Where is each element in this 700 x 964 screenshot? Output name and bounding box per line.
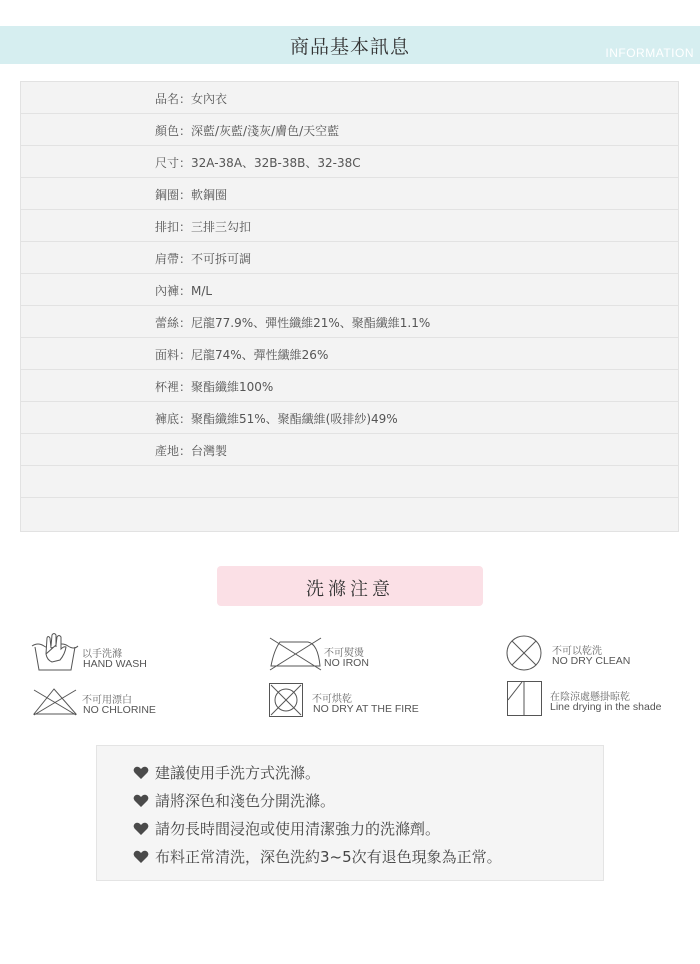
care-item	[30, 684, 210, 720]
note-text: 建議使用手洗方式洗滌。	[155, 764, 321, 782]
care-en-label: NO CHLORINE	[83, 704, 156, 716]
heart-icon	[133, 822, 149, 836]
heart-icon	[133, 766, 149, 780]
care-en-label: HAND WASH	[83, 658, 147, 670]
wash-title-text: 洗滌注意	[306, 579, 394, 600]
wash-notes-box	[96, 745, 604, 881]
care-en-label: NO DRY AT THE FIRE	[313, 703, 419, 715]
heart-icon	[133, 794, 149, 808]
spec-row	[21, 338, 678, 370]
spec-row	[21, 306, 678, 338]
no-iron-icon	[268, 636, 322, 672]
line-dry-shade-icon	[506, 680, 544, 718]
spec-row	[21, 146, 678, 178]
spec-text: 肩帶：不可拆可調	[155, 252, 252, 266]
care-item	[506, 634, 686, 674]
care-item	[506, 680, 696, 718]
spec-row	[21, 370, 678, 402]
care-en-label: NO DRY CLEAN	[552, 655, 631, 667]
spec-text: 鋼圈：軟鋼圈	[155, 188, 228, 202]
no-tumble-dry-icon	[268, 682, 304, 718]
care-cn-label: 不可熨燙	[324, 648, 364, 659]
care-en-label: Line drying in the shade	[550, 701, 662, 713]
note-text: 布料正常清洗，深色洗約3~5次有退色現象為正常。	[155, 848, 502, 866]
care-cn-label: 在陰涼處懸掛晾乾	[550, 692, 630, 703]
spec-row	[21, 466, 678, 498]
spec-row	[21, 274, 678, 306]
note-text: 請將深色和淺色分開洗滌。	[155, 792, 336, 810]
header-banner	[0, 26, 700, 64]
spec-text: 產地：台灣製	[155, 444, 228, 458]
care-cn-label: 不可以乾洗	[552, 646, 602, 657]
care-item	[268, 682, 448, 718]
care-item	[268, 636, 448, 676]
spec-row	[21, 242, 678, 274]
page-subtitle: INFORMATION	[605, 46, 694, 60]
care-item	[30, 632, 210, 674]
spec-text: 蕾絲：尼龍77.9%、彈性纖維21%、聚酯纖維1.1%	[155, 316, 431, 330]
care-en-label: NO IRON	[324, 657, 369, 669]
spec-row	[21, 434, 678, 466]
heart-icon	[133, 850, 149, 864]
no-dry-clean-icon	[506, 634, 544, 672]
spec-row	[21, 114, 678, 146]
care-cn-label: 不可用漂白	[82, 695, 132, 706]
no-chlorine-icon	[30, 684, 80, 718]
care-cn-label: 不可烘乾	[312, 694, 352, 705]
spec-row	[21, 498, 678, 530]
spec-text: 內褲：M/L	[155, 284, 213, 298]
hand-wash-icon	[30, 632, 80, 674]
spec-text: 品名：女內衣	[155, 92, 228, 106]
spec-text: 尺寸：32A-38A、32B-38B、32-38C	[155, 156, 361, 170]
spec-table	[20, 81, 679, 532]
page-title: 商品基本訊息	[289, 36, 410, 58]
note-text: 請勿長時間浸泡或使用清潔強力的洗滌劑。	[155, 820, 441, 838]
care-cn-label: 以手洗滌	[82, 649, 122, 660]
spec-text: 杯裡：聚酯纖維100%	[155, 380, 274, 394]
spec-text: 褲底：聚酯纖維51%、聚酯纖維(吸排紗)49%	[155, 412, 398, 426]
wash-section-title	[217, 566, 483, 606]
spec-text: 排扣：三排三勾扣	[155, 220, 252, 234]
spec-row	[21, 402, 678, 434]
spec-row	[21, 210, 678, 242]
spec-text: 面料：尼龍74%、彈性纖維26%	[155, 348, 329, 362]
spec-row	[21, 82, 678, 114]
spec-text: 顏色：深藍/灰藍/淺灰/膚色/天空藍	[155, 124, 340, 138]
spec-row	[21, 178, 678, 210]
